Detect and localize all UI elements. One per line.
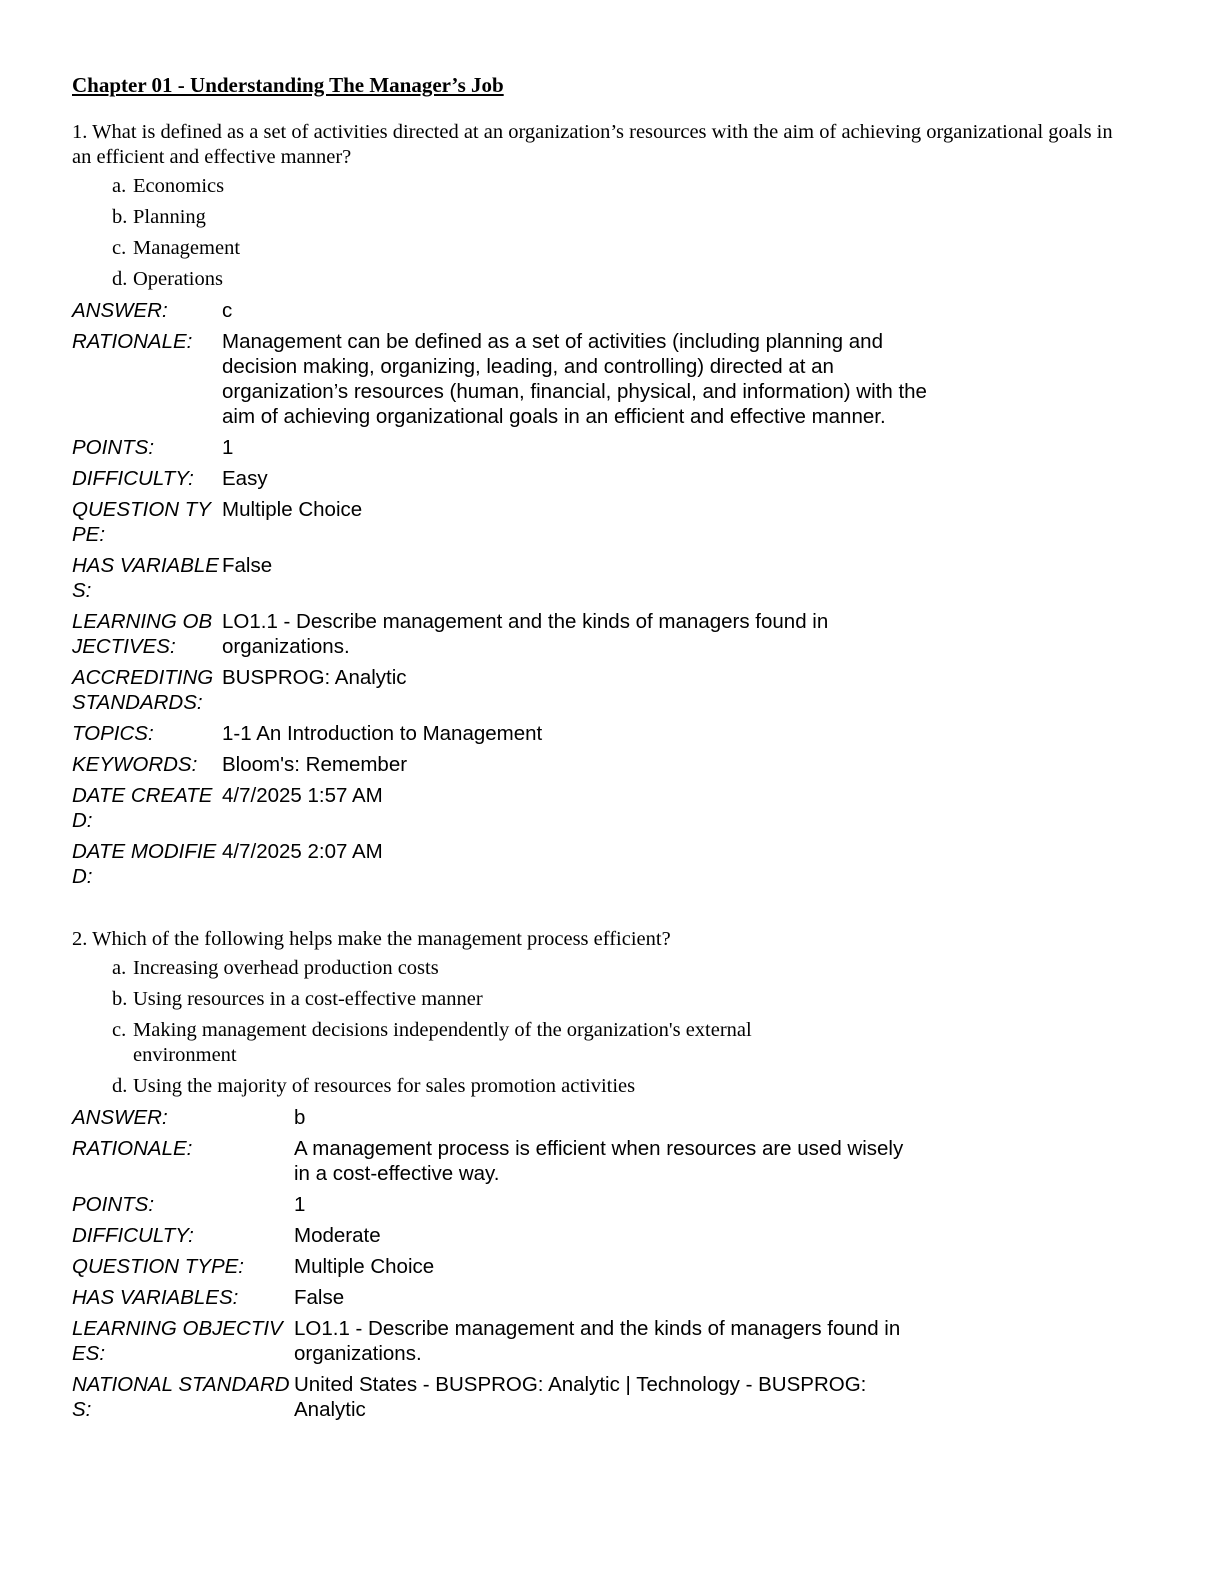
meta-row-has-variables — [72, 1285, 922, 1316]
option-text: Economics — [133, 175, 225, 197]
meta-row-learning-objectives — [72, 609, 932, 665]
document-page — [72, 70, 1162, 1428]
meta-label: HAS VARIABLES: — [72, 1286, 239, 1309]
meta-value: Easy — [222, 467, 268, 490]
meta-row-answer — [72, 298, 932, 329]
meta-label: NATIONAL STANDARDS: — [72, 1373, 290, 1421]
meta-value: LO1.1 - Describe management and the kinds of managers found in organizations. — [222, 610, 829, 658]
meta-label: TOPICS: — [72, 722, 154, 745]
option-letter: b. — [112, 988, 128, 1010]
meta-row-national-standards — [72, 1372, 922, 1428]
meta-value: Multiple Choice — [222, 498, 363, 521]
meta-row-rationale — [72, 1136, 922, 1192]
option-letter: d. — [112, 268, 128, 290]
meta-label: RATIONALE: — [72, 330, 193, 353]
option-letter: a. — [112, 175, 127, 197]
meta-value: BUSPROG: Analytic — [222, 666, 407, 689]
meta-row-date-modified — [72, 839, 932, 895]
meta-label: QUESTION TYPE: — [72, 1255, 244, 1278]
question-stem: 2. Which of the following helps make the management process efficient? — [72, 928, 671, 950]
meta-value: False — [294, 1286, 345, 1309]
meta-value: b — [294, 1106, 306, 1129]
meta-label: DIFFICULTY: — [72, 1224, 194, 1247]
option-c — [72, 236, 1162, 261]
option-text: Planning — [133, 206, 206, 228]
meta-row-question-type — [72, 1254, 922, 1285]
meta-row-difficulty — [72, 466, 932, 497]
meta-label: DATE MODIFIED: — [72, 840, 217, 888]
option-text: Management — [133, 237, 241, 259]
question-block-1 — [72, 120, 1162, 895]
option-text: Making management decisions independently of the organization's external environment — [133, 1019, 752, 1066]
question-block-2 — [72, 927, 1162, 1428]
option-d — [72, 1074, 1162, 1099]
option-b — [72, 205, 1162, 230]
meta-label: KEYWORDS: — [72, 753, 198, 776]
meta-value: Multiple Choice — [294, 1255, 435, 1278]
option-b — [72, 987, 1162, 1012]
meta-label: ACCREDITING STANDARDS: — [72, 666, 214, 714]
meta-value: Management can be defined as a set of activities (including planning and decision making, organizing, leading, and controlling) directed at an organization’s resources (human, financial, physical, and information) with the aim of achieving organizational goals in an efficient and effective manner. — [222, 330, 927, 428]
meta-label: POINTS: — [72, 436, 155, 459]
meta-row-points — [72, 435, 932, 466]
meta-row-difficulty — [72, 1223, 922, 1254]
option-d — [72, 267, 1162, 292]
meta-row-topics — [72, 721, 932, 752]
meta-row-has-variables — [72, 553, 932, 609]
meta-value: LO1.1 - Describe management and the kinds of managers found in organizations. — [294, 1317, 901, 1365]
meta-label: POINTS: — [72, 1193, 155, 1216]
meta-row-learning-objectives — [72, 1316, 922, 1372]
meta-row-points — [72, 1192, 922, 1223]
meta-label: ANSWER: — [72, 299, 168, 322]
meta-row-rationale — [72, 329, 932, 435]
meta-value: United States - BUSPROG: Analytic | Technology - BUSPROG: Analytic — [294, 1373, 867, 1421]
option-text: Using the majority of resources for sales promotion activities — [133, 1075, 636, 1097]
option-text: Using resources in a cost-effective manner — [133, 988, 483, 1010]
meta-label: RATIONALE: — [72, 1137, 193, 1160]
meta-value: 1-1 An Introduction to Management — [222, 722, 543, 745]
question-metadata-table — [72, 298, 932, 895]
meta-label: LEARNING OBJECTIVES: — [72, 610, 213, 658]
meta-row-accrediting-standards — [72, 665, 932, 721]
option-a — [72, 174, 1162, 199]
meta-value: Bloom's: Remember — [222, 753, 408, 776]
meta-value: False — [222, 554, 273, 577]
meta-row-keywords — [72, 752, 932, 783]
option-letter: d. — [112, 1075, 128, 1097]
option-letter: a. — [112, 957, 127, 979]
meta-value: 4/7/2025 1:57 AM — [222, 784, 383, 807]
option-letter: c. — [112, 1019, 127, 1041]
meta-row-question-type — [72, 497, 932, 553]
option-text: Increasing overhead production costs — [133, 957, 439, 979]
answer-options — [72, 956, 1162, 1099]
meta-value: 1 — [294, 1193, 306, 1216]
meta-value: Moderate — [294, 1224, 381, 1247]
meta-value: A management process is efficient when resources are used wisely in a cost-effective way. — [294, 1137, 904, 1185]
answer-options — [72, 174, 1162, 292]
chapter-title: Chapter 01 - Understanding The Manager’s Job — [72, 73, 504, 97]
meta-label: HAS VARIABLES: — [72, 554, 219, 602]
question-spacer — [72, 895, 1162, 927]
option-letter: c. — [112, 237, 127, 259]
meta-value: 4/7/2025 2:07 AM — [222, 840, 383, 863]
meta-label: DIFFICULTY: — [72, 467, 194, 490]
meta-label: LEARNING OBJECTIVES: — [72, 1317, 283, 1365]
option-c — [72, 1018, 1162, 1068]
meta-value: c — [222, 299, 233, 322]
question-metadata-table — [72, 1105, 922, 1428]
option-a — [72, 956, 1162, 981]
meta-label: ANSWER: — [72, 1106, 168, 1129]
meta-row-date-created — [72, 783, 932, 839]
question-stem: 1. What is defined as a set of activities directed at an organization’s resources with the aim of achieving organizational goals in an efficient and effective manner? — [72, 121, 1113, 168]
meta-label: QUESTION TYPE: — [72, 498, 211, 546]
meta-row-answer — [72, 1105, 922, 1136]
option-text: Operations — [133, 268, 223, 290]
option-letter: b. — [112, 206, 128, 228]
meta-label: DATE CREATED: — [72, 784, 213, 832]
meta-value: 1 — [222, 436, 234, 459]
